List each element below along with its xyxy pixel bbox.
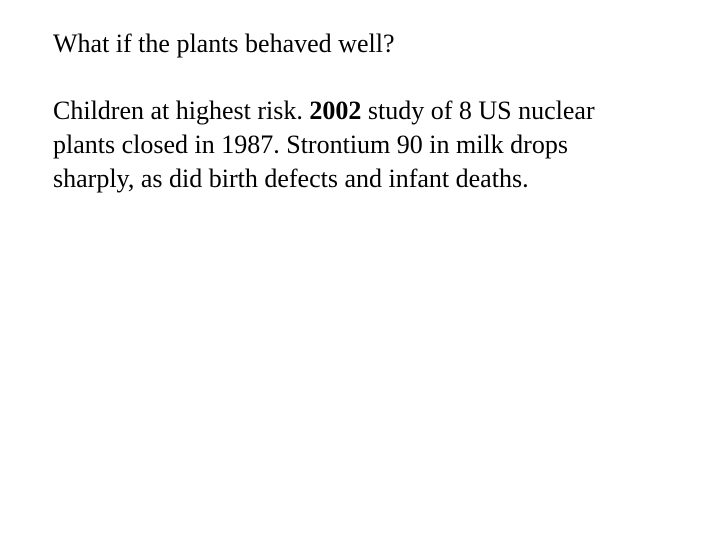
- body-line-1-end: study of 8 US nuclear: [361, 96, 595, 125]
- study-year: 2002: [309, 96, 362, 125]
- slide-heading: What if the plants behaved well?: [53, 29, 395, 58]
- body-line-1-start: Children at highest risk.: [53, 96, 310, 125]
- body-line-1: [53, 94, 693, 128]
- body-line-3: sharply, as did birth defects and infant deaths.: [53, 164, 529, 193]
- slide-body: [53, 94, 693, 196]
- body-line-2: plants closed in 1987. Strontium 90 in milk drops: [53, 130, 568, 159]
